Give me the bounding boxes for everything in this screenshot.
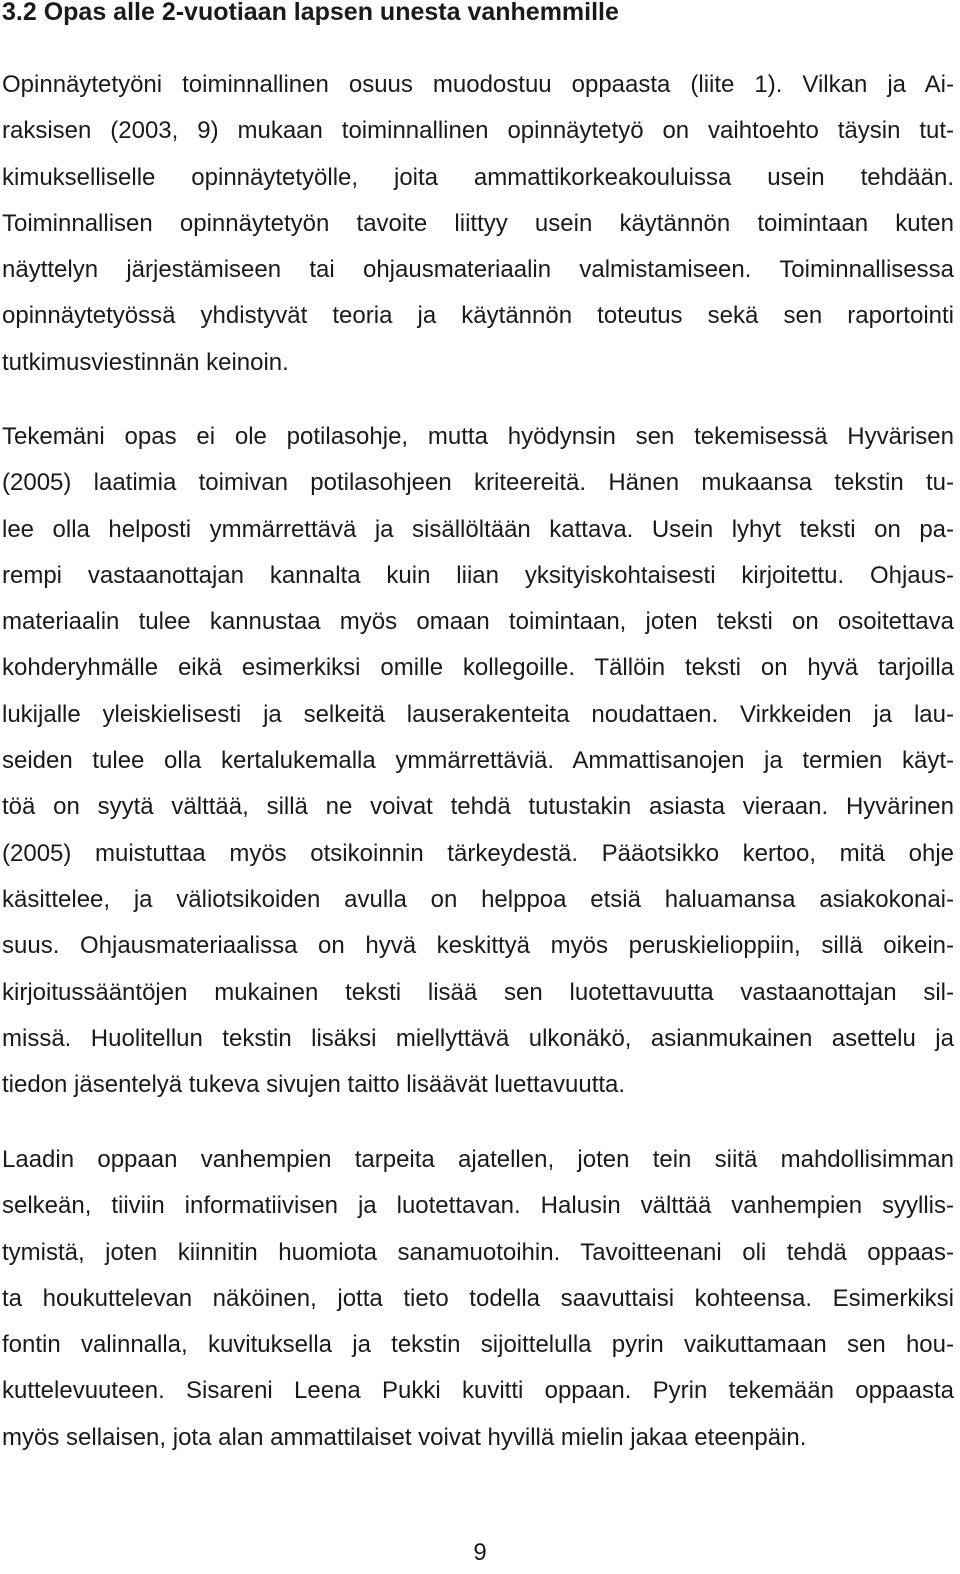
paragraph-line: rempi vastaanottajan kannalta kuin liian yksityiskohtaisesti kirjoitettu. Ohjaus- xyxy=(2,561,954,589)
paragraph-line: fontin valinnalla, kuvituksella ja tekstin sijoittelulla pyrin vaikuttamaan sen hou- xyxy=(2,1331,954,1359)
paragraph-line: selkeän, tiiviin informatiivisen ja luotettavan. Halusin välttää vanhempien syyllis- xyxy=(2,1192,954,1220)
paragraph-1 xyxy=(2,62,954,386)
paragraph-line: lee olla helposti ymmärrettävä ja sisällöltään kattava. Usein lyhyt teksti on pa- xyxy=(2,515,954,543)
page-number: 9 xyxy=(473,1539,487,1566)
paragraph-line: lukijalle yleiskielisesti ja selkeitä lauserakenteita noudattaen. Virkkeiden ja lau- xyxy=(2,700,954,728)
paragraph-line: käsittelee, ja väliotsikoiden avulla on helppoa etsiä haluamansa asiakokonai- xyxy=(2,885,954,913)
paragraph-line: kohderyhmälle eikä esimerkiksi omille kollegoille. Tällöin teksti on hyvä tarjoilla xyxy=(2,654,954,682)
paragraph-line: Tekemäni opas ei ole potilasohje, mutta hyödynsin sen tekemisessä Hyvärisen xyxy=(2,423,954,450)
paragraph-2 xyxy=(2,414,954,1108)
paragraph-line: seiden tulee olla kertalukemalla ymmärrettäviä. Ammattisanojen ja termien käyt- xyxy=(2,747,954,775)
paragraph-line: kimukselliselle opinnäytetyölle, joita ammattikorkeakouluissa usein tehdään. xyxy=(2,163,954,191)
paragraph-line: ta houkuttelevan näköinen, jotta tieto todella saavuttaisi kohteensa. Esimerkiksi xyxy=(2,1284,954,1312)
paragraph-line: Opinnäytetyöni toiminnallinen osuus muodostuu oppaasta (liite 1). Vilkan ja Ai- xyxy=(2,71,954,98)
paragraph-line: tymistä, joten kiinnitin huomiota sanamuotoihin. Tavoitteenani oli tehdä oppaas- xyxy=(2,1238,954,1266)
paragraph-line: missä. Huolitellun tekstin lisäksi miellyttävä ulkonäkö, asianmukainen asettelu ja xyxy=(2,1024,954,1052)
paragraph-line: myös sellaisen, jota alan ammattilaiset voivat hyvillä mielin jakaa eteenpäin. xyxy=(2,1423,807,1451)
paragraph-line: (2005) laatimia toimivan potilasohjeen kriteereitä. Hänen mukaansa tekstin tu- xyxy=(2,469,954,497)
paragraph-line: kirjoitussääntöjen mukainen teksti lisää sen luotettavuutta vastaanottajan sil- xyxy=(2,978,954,1006)
paragraph-line: tiedon jäsentelyä tukeva sivujen taitto lisäävät luettavuutta. xyxy=(2,1071,626,1099)
paragraph-line: töä on syytä välttää, sillä ne voivat tehdä tutustakin asiasta vieraan. Hyvärinen xyxy=(2,793,954,821)
paragraph-line: opinnäytetyössä yhdistyvät teoria ja käytännön toteutus sekä sen raportointi xyxy=(2,302,954,330)
paragraph-line: raksisen (2003, 9) mukaan toiminnallinen opinnäytetyö on vaihtoehto täysin tut- xyxy=(2,117,954,145)
paragraph-line: tutkimusviestinnän keinoin. xyxy=(2,348,289,376)
paragraph-3 xyxy=(2,1137,954,1461)
paragraph-line: kuttelevuuteen. Sisareni Leena Pukki kuvitti oppaan. Pyrin tekemään oppaasta xyxy=(2,1377,954,1405)
paragraph-line: materiaalin tulee kannustaa myös omaan toimintaan, joten teksti on osoitettava xyxy=(2,608,954,636)
section-title: 3.2 Opas alle 2-vuotiaan lapsen unesta vanhemmille xyxy=(2,0,619,26)
paragraph-line: (2005) muistuttaa myös otsikoinnin tärkeydestä. Pääotsikko kertoo, mitä ohje xyxy=(2,839,954,867)
paragraph-line: Toiminnallisen opinnäytetyön tavoite liittyy usein käytännön toimintaan kuten xyxy=(2,209,954,237)
paragraph-line: Laadin oppaan vanhempien tarpeita ajatellen, joten tein siitä mahdollisimman xyxy=(2,1146,954,1173)
paragraph-line: suus. Ohjausmateriaalissa on hyvä keskittyä myös peruskielioppiin, sillä oikein- xyxy=(2,932,954,960)
paragraph-line: näyttelyn järjestämiseen tai ohjausmateriaalin valmistamiseen. Toiminnallisessa xyxy=(2,256,954,284)
